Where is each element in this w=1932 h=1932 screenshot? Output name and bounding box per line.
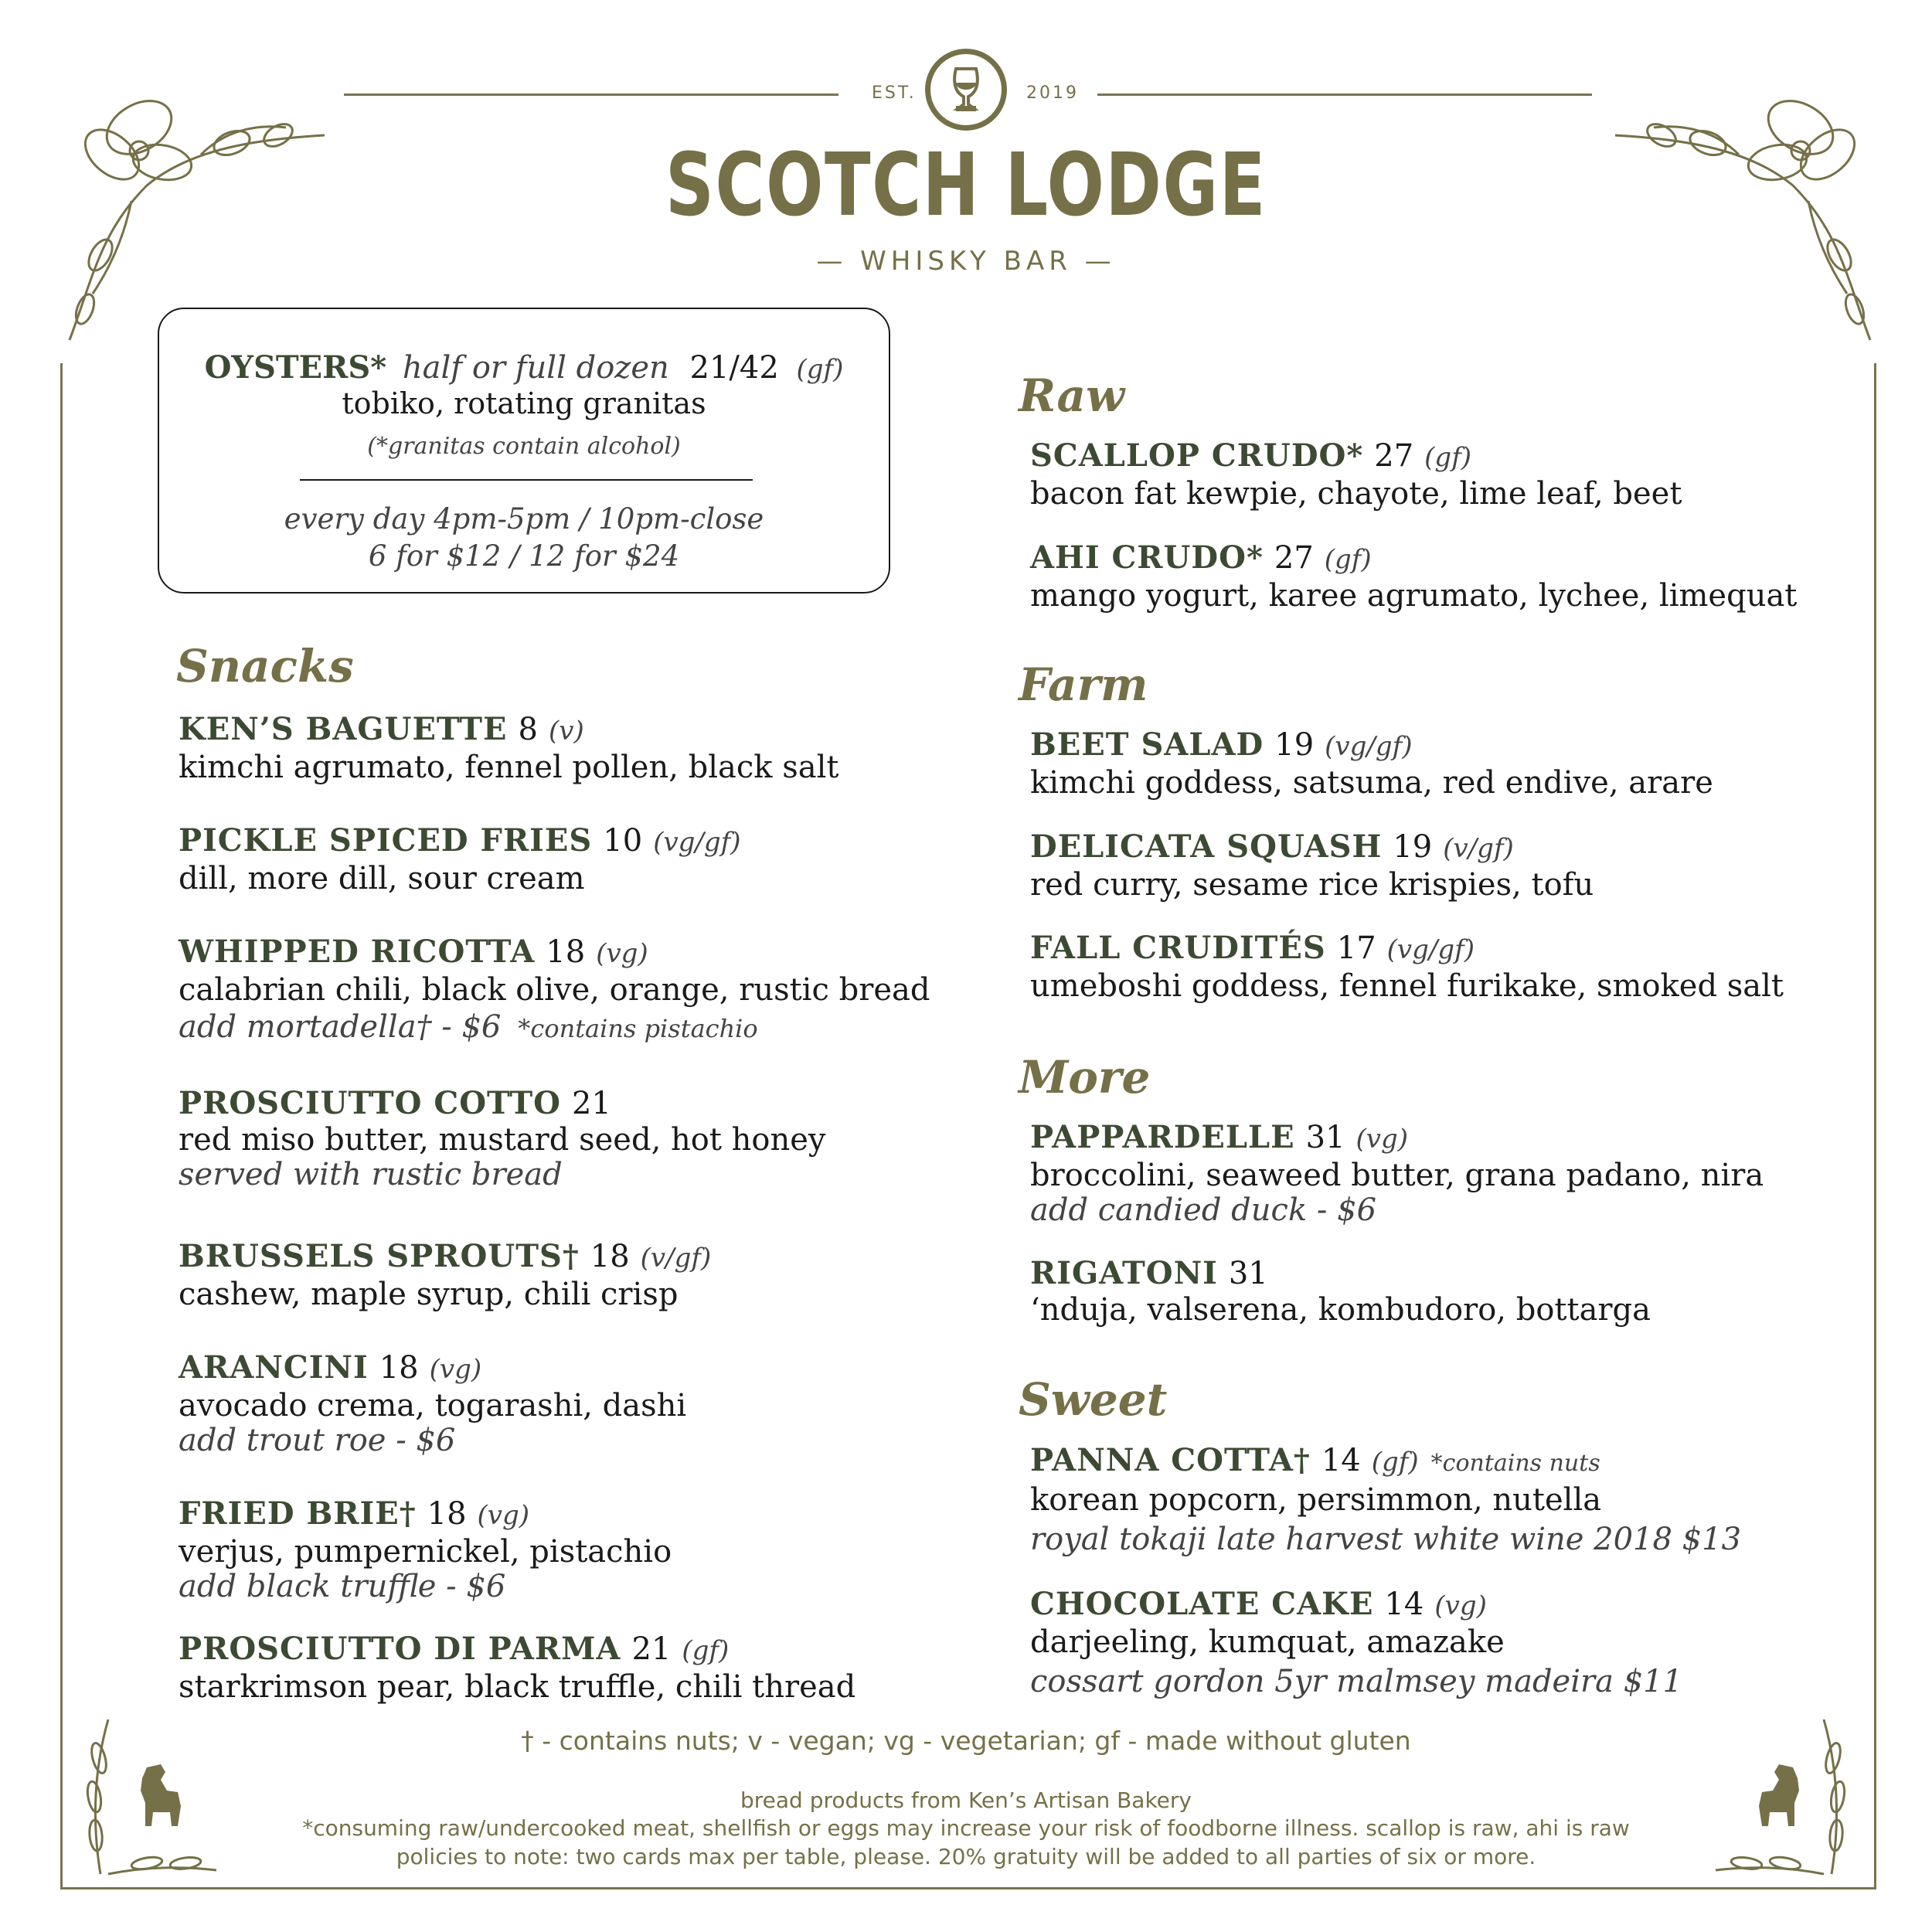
item-name: PROSCIUTTO DI PARMA — [179, 1631, 621, 1667]
item-desc: starkrimson pear, black truffle, chili thread — [179, 1669, 856, 1705]
menu-item — [1030, 1442, 1741, 1561]
item-tag: (v/gf) — [1443, 833, 1514, 864]
menu-item — [179, 1631, 855, 1705]
item-price: 18 — [427, 1496, 467, 1532]
item-desc: verjus, pumpernickel, pistachio — [179, 1534, 672, 1570]
menu-item — [179, 934, 930, 1048]
item-desc: korean popcorn, persimmon, nutella — [1030, 1482, 1602, 1518]
item-tag: (vg/gf) — [1325, 731, 1413, 762]
item-addon — [179, 1008, 930, 1048]
item-tag: (vg/gf) — [1386, 934, 1475, 965]
header-rule-left — [344, 94, 838, 96]
item-price: 8 — [518, 712, 538, 747]
menu-item — [1030, 930, 1784, 1004]
item-name: BEET SALAD — [1030, 726, 1264, 763]
item-addon: add trout roe - $6 — [179, 1423, 456, 1458]
item-name: FALL CRUDITÉS — [1030, 930, 1326, 966]
item-tag: (vg) — [596, 938, 648, 969]
menu-item — [1030, 828, 1594, 903]
item-desc: calabrian chili, black olive, orange, rustic bread — [179, 972, 930, 1008]
oysters-qty: half or full dozen — [402, 350, 669, 386]
item-name: DELICATA SQUASH — [1030, 828, 1383, 865]
item-tag: (vg) — [477, 1500, 530, 1531]
item-desc: red miso butter, mustard seed, hot honey — [179, 1122, 826, 1158]
item-price: 10 — [603, 823, 643, 859]
oysters-name: OYSTERS* — [204, 349, 387, 386]
item-price: 31 — [1305, 1120, 1345, 1155]
menu-item — [1030, 539, 1797, 614]
oysters-deal: 6 for $12 / 12 for $24 — [368, 539, 680, 573]
oysters-card — [158, 308, 890, 594]
est-label: EST. — [872, 83, 917, 103]
item-desc: bacon fat kewpie, chayote, lime leaf, beet — [1030, 476, 1682, 512]
oysters-divider — [300, 479, 753, 481]
oysters-desc: tobiko, rotating granitas — [342, 386, 706, 420]
item-desc: dill, more dill, sour cream — [179, 861, 585, 896]
item-note: *contains nuts — [1430, 1450, 1600, 1477]
item-name: PAPPARDELLE — [1030, 1119, 1295, 1155]
item-desc: avocado crema, togarashi, dashi — [179, 1388, 687, 1423]
oysters-note: (*granitas contain alcohol) — [367, 433, 681, 460]
section-title-sweet: Sweet — [1019, 1373, 1168, 1426]
restaurant-subtitle: — WHISKY BAR — — [816, 246, 1116, 277]
section-title-farm: Farm — [1019, 658, 1148, 711]
item-desc: cashew, maple syrup, chili crisp — [179, 1277, 679, 1312]
item-tag: (gf) — [682, 1635, 730, 1666]
menu-item — [179, 711, 839, 785]
item-desc: mango yogurt, karee agrumato, lychee, limequat — [1030, 578, 1798, 614]
policies: policies to note: two cards max per table, please. 20% gratuity will be added to all parties of six or more. — [396, 1844, 1536, 1869]
item-price: 21 — [631, 1631, 672, 1667]
item-price: 18 — [590, 1239, 630, 1274]
item-name: PROSCIUTTO COTTO — [179, 1085, 561, 1121]
menu-item — [1030, 1119, 1764, 1227]
item-pairing: cossart gordon 5yr malmsey madeira $11 — [1030, 1664, 1683, 1699]
item-price: 14 — [1321, 1443, 1361, 1478]
item-tag: (vg) — [1355, 1124, 1409, 1155]
glass-icon — [947, 66, 985, 116]
item-name: BRUSSELS SPROUTS† — [179, 1238, 580, 1274]
item-tag: (gf) — [1324, 544, 1372, 575]
item-name: WHIPPED RICOTTA — [179, 934, 536, 970]
bread-credit: bread products from Ken’s Artisan Bakery — [740, 1787, 1192, 1813]
section-title-raw: Raw — [1019, 369, 1125, 422]
item-price: 21 — [571, 1086, 611, 1121]
item-desc: kimchi goddess, satsuma, red endive, arare — [1030, 765, 1713, 801]
frame-bottom-border — [60, 1887, 1876, 1889]
item-addon-note: *contains pistachio — [518, 1014, 758, 1043]
oysters-price: 21/42 — [689, 350, 779, 386]
section-title-snacks: Snacks — [176, 640, 354, 692]
item-tag: (vg/gf) — [653, 827, 741, 858]
item-tag: (gf) — [1371, 1447, 1419, 1478]
item-name: PICKLE SPICED FRIES — [179, 822, 593, 859]
item-name: SCALLOP CRUDO* — [1030, 437, 1364, 474]
restaurant-name: SCOTCH LODGE — [665, 135, 1267, 236]
item-name: ARANCINI — [179, 1349, 369, 1386]
menu-item — [179, 1349, 686, 1458]
item-price: 31 — [1228, 1256, 1268, 1291]
est-year: 2019 — [1026, 83, 1079, 103]
menu-item — [179, 1238, 711, 1312]
item-name: RIGATONI — [1030, 1255, 1218, 1291]
menu-item — [1030, 1255, 1651, 1328]
item-tag: (gf) — [1424, 442, 1472, 473]
item-addon: served with rustic bread — [179, 1157, 563, 1192]
health-warning: *consuming raw/undercooked meat, shellfish or eggs may increase your risk of foodborne illness. scallop is raw, ahi is raw — [302, 1815, 1630, 1841]
item-tag: (vg) — [429, 1354, 482, 1385]
item-tag: (v) — [548, 716, 584, 747]
menu-item — [179, 1085, 826, 1192]
item-name: KEN’S BAGUETTE — [179, 711, 508, 747]
menu-item — [1030, 1586, 1682, 1703]
item-name: FRIED BRIE† — [179, 1495, 417, 1532]
menu-item — [179, 822, 741, 896]
header-rule-right — [1097, 94, 1592, 96]
item-pairing: royal tokaji late harvest white wine 2018 $13 — [1030, 1522, 1742, 1557]
item-price: 18 — [546, 934, 586, 970]
item-price: 18 — [379, 1350, 419, 1386]
item-price: 27 — [1374, 438, 1414, 474]
item-price: 14 — [1384, 1587, 1424, 1622]
item-price: 27 — [1274, 540, 1314, 576]
item-tag: (vg) — [1434, 1590, 1487, 1621]
oysters-hours: every day 4pm-5pm / 10pm-close — [284, 502, 764, 536]
menu-item — [179, 1495, 672, 1604]
item-name: PANNA COTTA† — [1030, 1442, 1311, 1478]
dietary-legend: † - contains nuts; v - vegan; vg - vegetarian; gf - made without gluten — [521, 1726, 1411, 1756]
item-price: 19 — [1274, 727, 1315, 763]
item-tag: (v/gf) — [640, 1243, 712, 1274]
section-title-more: More — [1019, 1051, 1151, 1104]
item-desc: umeboshi goddess, fennel furikake, smoked salt — [1030, 968, 1784, 1004]
oysters-heading — [159, 349, 889, 386]
item-desc: darjeeling, kumquat, amazake — [1030, 1624, 1505, 1660]
item-price: 19 — [1393, 829, 1433, 865]
menu-item — [1030, 726, 1713, 801]
item-desc: kimchi agrumato, fennel pollen, black salt — [179, 750, 839, 785]
item-price: 17 — [1336, 930, 1376, 966]
item-name: AHI CRUDO* — [1030, 539, 1264, 576]
item-addon: add black truffle - $6 — [179, 1569, 506, 1604]
item-desc: ‘nduja, valserena, kombudoro, bottarga — [1030, 1292, 1651, 1328]
item-addon-text: add mortadella† - $6 — [179, 1009, 502, 1045]
menu-item — [1030, 437, 1682, 512]
item-desc: broccolini, seaweed butter, grana padano, nira — [1030, 1158, 1764, 1193]
item-name: CHOCOLATE CAKE — [1030, 1586, 1374, 1622]
item-desc: red curry, sesame rice krispies, tofu — [1030, 867, 1594, 903]
frame-left-border — [60, 363, 63, 1889]
item-addon: add candied duck - $6 — [1030, 1192, 1377, 1228]
oysters-tag: (gf) — [796, 354, 844, 385]
frame-right-border — [1874, 363, 1876, 1889]
